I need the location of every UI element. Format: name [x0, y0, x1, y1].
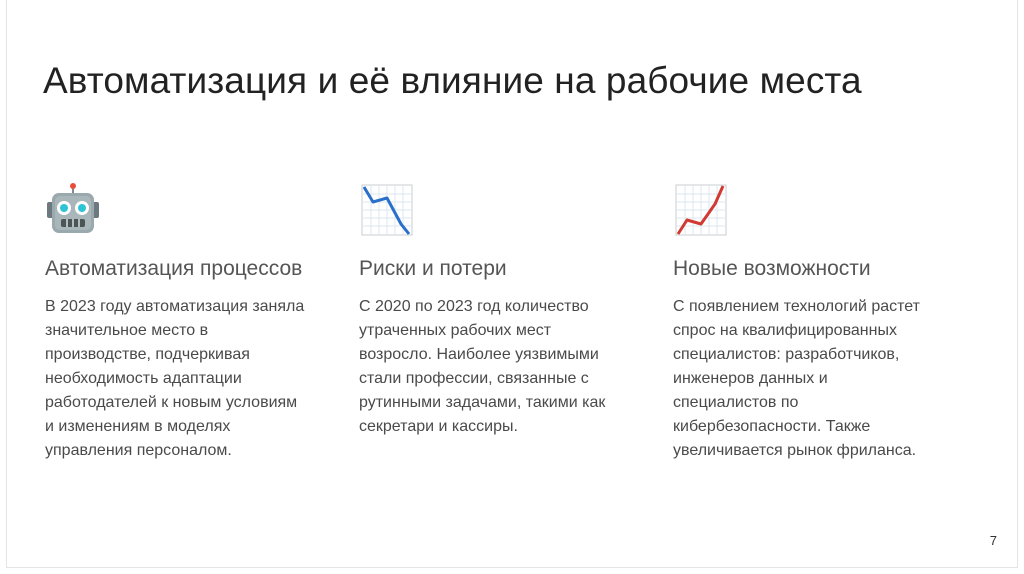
column-heading: Автоматизация процессов	[45, 257, 303, 280]
column-heading: Новые возможности	[673, 257, 871, 280]
slide	[6, 0, 1018, 568]
column-heading: Риски и потери	[359, 257, 507, 280]
slide-title: Автоматизация и её влияние на рабочие места	[43, 60, 862, 101]
chart-decreasing-icon	[359, 182, 415, 238]
column-body: В 2023 году автоматизация заняла значительное место в производстве, подчеркивая необходимость адаптации работодателей к новым условиям и изменениям в моделях управления персоналом.	[45, 298, 305, 459]
column-opportunities	[673, 182, 953, 463]
robot-icon	[45, 182, 101, 238]
column-body: С 2020 по 2023 год количество утраченных рабочих мест возросло. Наиболее уязвимыми стали профессии, связанные с рутинными задачами, такими как секретари и кассиры.	[359, 298, 606, 435]
chart-increasing-icon	[673, 182, 729, 238]
column-body: С появлением технологий растет спрос на квалифицированных специалистов: разработчиков, инженеров данных и специалистов по кибербезопасности. Также увеличивается рынок фриланса.	[673, 298, 920, 459]
column-risks	[359, 182, 639, 439]
column-automation	[45, 182, 325, 463]
page-number: 7	[989, 533, 997, 548]
